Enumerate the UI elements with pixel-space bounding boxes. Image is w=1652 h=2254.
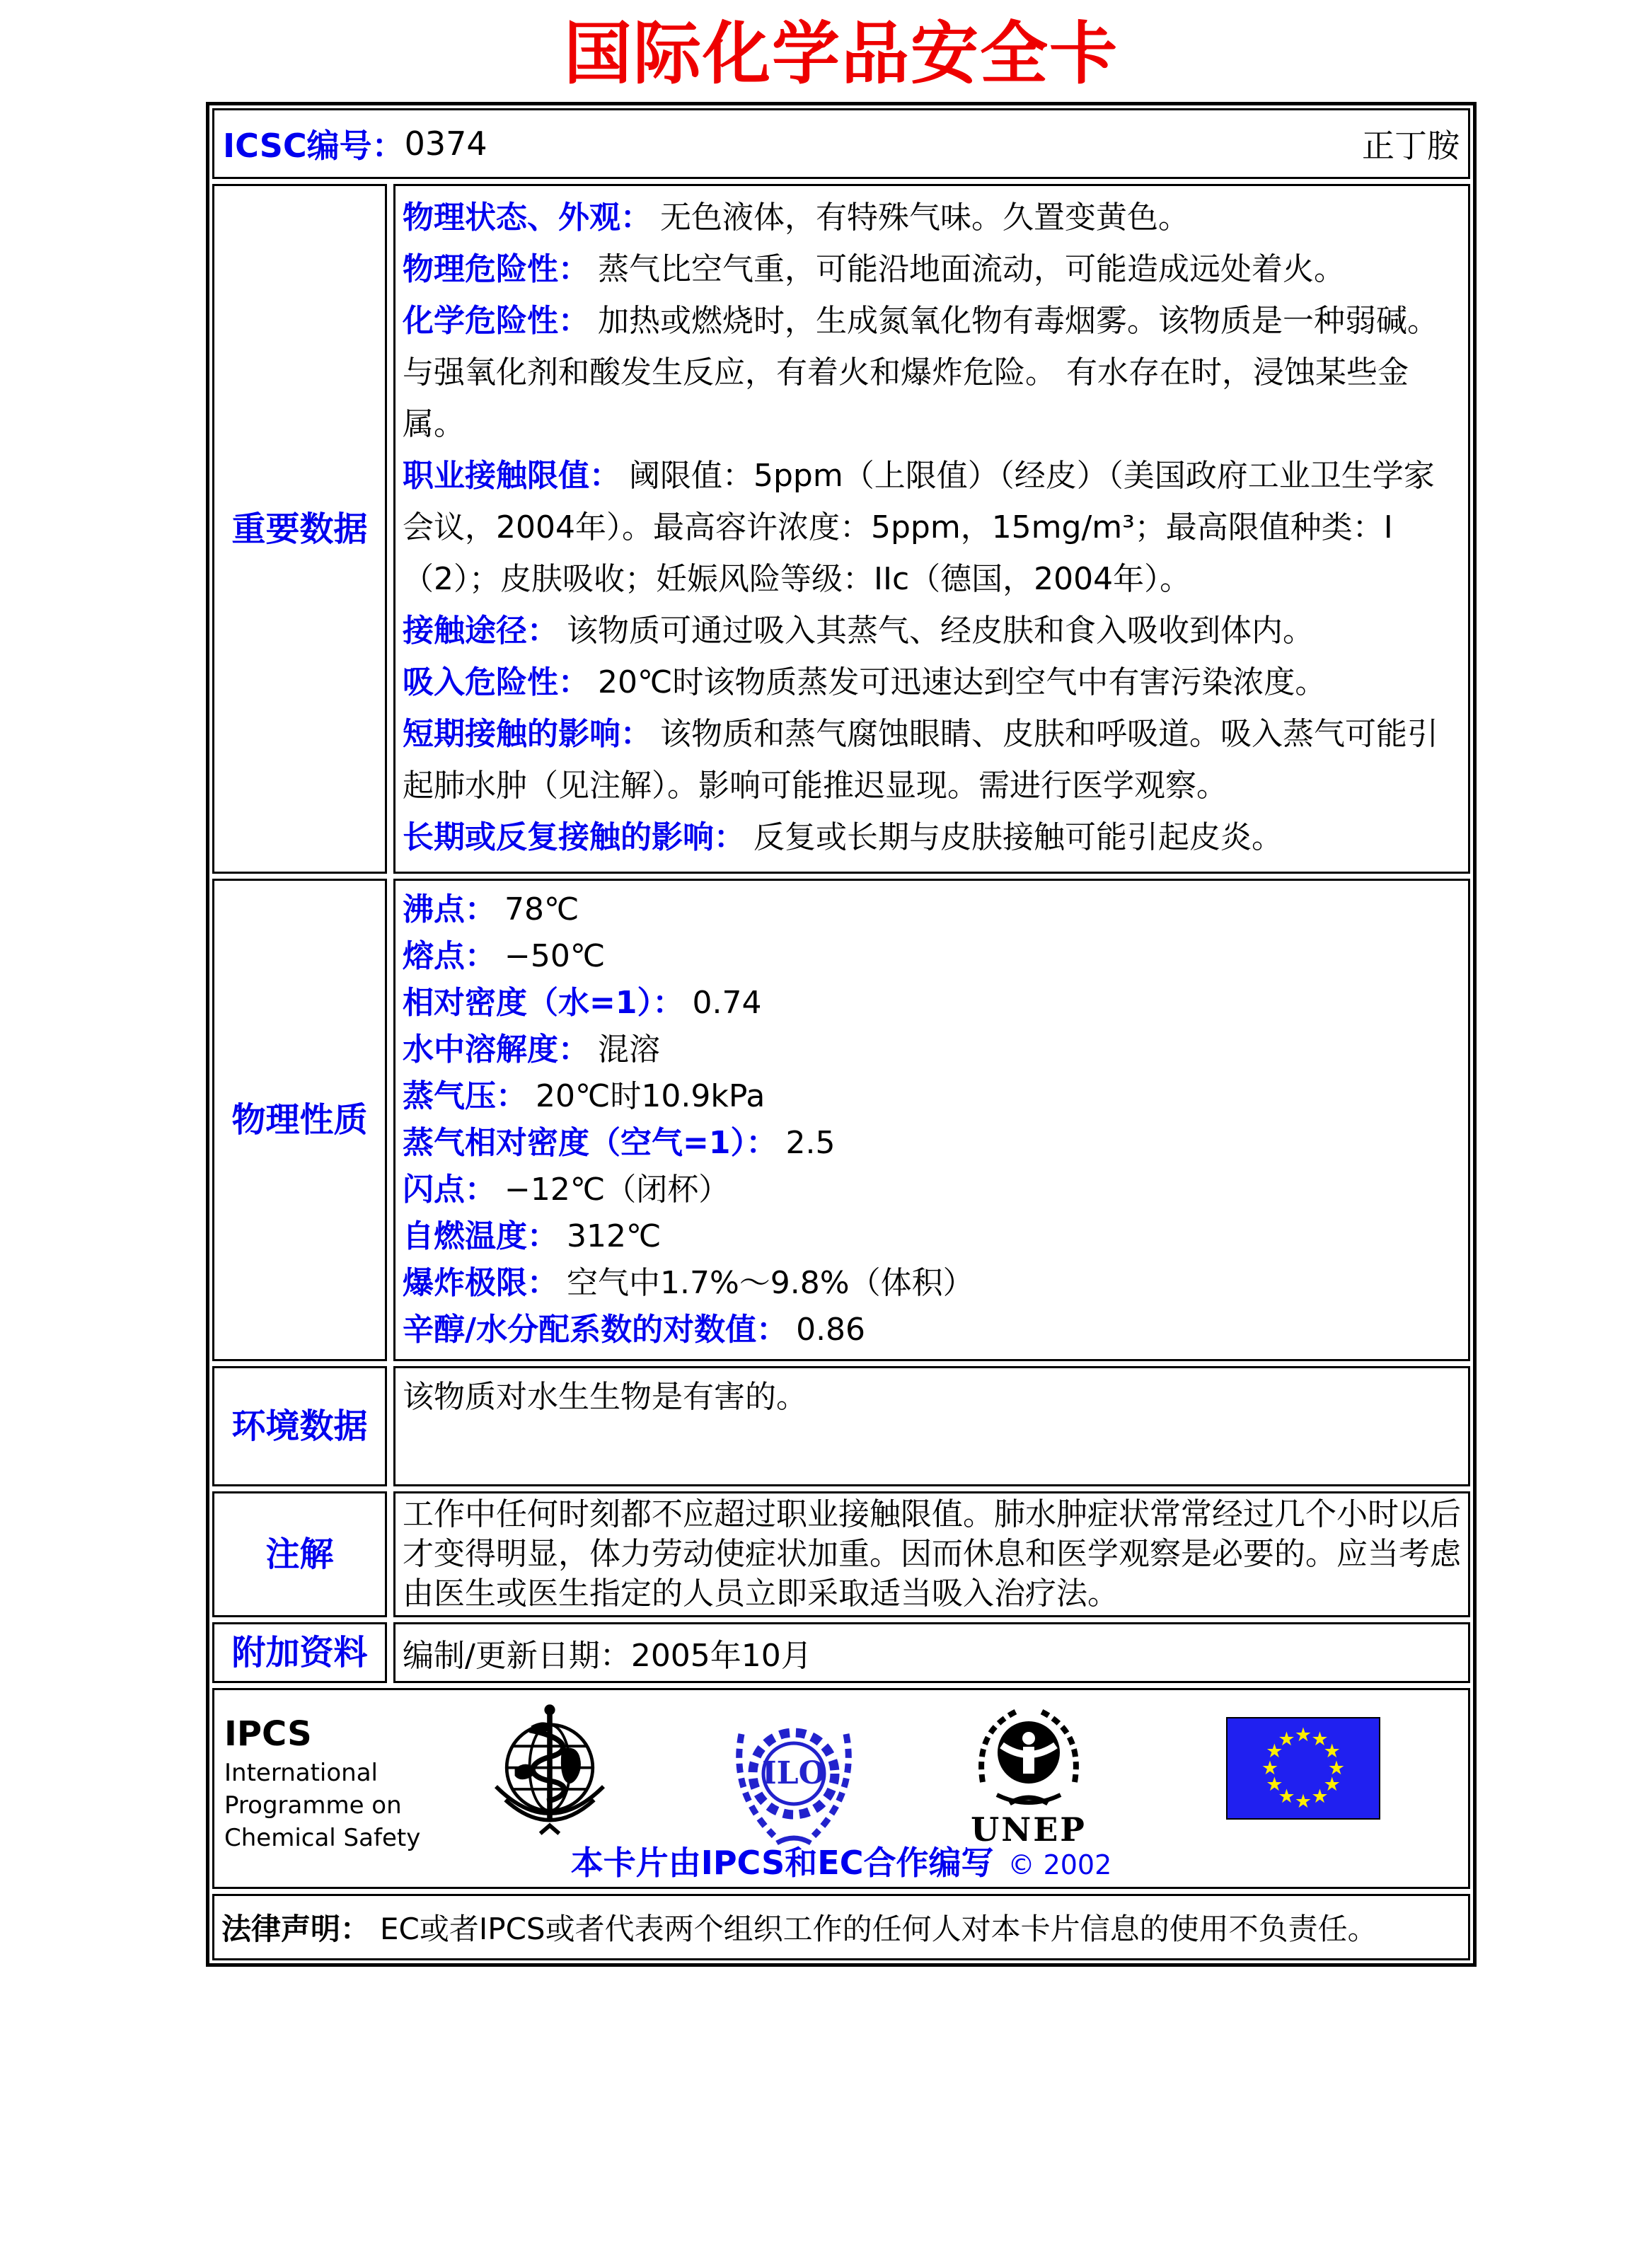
row-label-additional-info: 附加资料: [212, 1622, 387, 1683]
important-data-content: [393, 184, 1470, 874]
physical-property-item: 自燃温度： 312℃: [403, 1218, 662, 1254]
physical-property-item: 蒸气压： 20℃时10.9kPa: [403, 1078, 766, 1114]
who-logo: [483, 1701, 617, 1850]
eu-star-icon: ★: [1311, 1728, 1329, 1750]
eu-flag: [1226, 1717, 1380, 1820]
legal-text: EC或者IPCS或者代表两个组织工作的任何人对本卡片信息的使用不负责任。: [380, 1912, 1377, 1946]
row-label-important-data: 重要数据: [212, 184, 387, 874]
important-data-item: 物理状态、外观： 无色液体，有特殊气味。久置变黄色。: [403, 200, 1189, 236]
legal-cell: [212, 1894, 1470, 1960]
important-data-item: 物理危险性： 蒸气比空气重，可能沿地面流动，可能造成远处着火。: [403, 251, 1345, 287]
important-data-item: 短期接触的影响： 该物质和蒸气腐蚀眼睛、皮肤和呼吸道。吸入蒸气可能引起肺水肿（见注解）。影响可能推迟显现。需进行医学观察。: [403, 716, 1438, 804]
ilo-logo: [730, 1709, 857, 1850]
physical-properties-content: [393, 879, 1470, 1361]
additional-info-content: 编制/更新日期：2005年10月: [393, 1622, 1470, 1683]
ipcs-line: International: [224, 1759, 378, 1787]
eu-star-icon: ★: [1323, 1774, 1341, 1796]
notes-row: [212, 1491, 1470, 1617]
important-data-item: 化学危险性： 加热或燃烧时，生成氮氧化物有毒烟雾。该物质是一种弱碱。与强氧化剂和酸发生反应，有着火和爆炸危险。 有水存在时，浸蚀某些金属。: [403, 303, 1438, 442]
logos-cell: [212, 1688, 1470, 1889]
important-data-item: 接触途径： 该物质可通过吸入其蒸气、经皮肤和食入吸收到体内。: [403, 613, 1314, 649]
legal-label: 法律声明：: [221, 1912, 371, 1946]
logos-row: [212, 1688, 1470, 1889]
physical-property-item: 爆炸极限： 空气中1.7%～9.8%（体积）: [403, 1265, 974, 1301]
eu-star-icon: ★: [1278, 1728, 1295, 1750]
content-wrap: [206, 0, 1477, 1967]
ipcs-acronym: IPCS: [224, 1714, 312, 1754]
legal-row: [212, 1894, 1470, 1960]
notes-content: 工作中任何时刻都不应超过职业接触限值。肺水肿症状常常经过几个小时以后才变得明显，体力劳动使症状加重。因而休息和医学观察是必要的。应当考虑由医生或医生指定的人员立即采取适当吸入治疗法。: [393, 1491, 1470, 1617]
ilo-logo-text: ILO: [762, 1755, 826, 1791]
unep-logo: [969, 1699, 1089, 1849]
header-cell: [212, 108, 1470, 179]
logos-strip: [220, 1693, 1462, 1852]
eu-star-icon: ★: [1327, 1757, 1346, 1779]
ipcs-line: Chemical Safety: [224, 1824, 421, 1852]
physical-property-item: 熔点： −50℃: [403, 938, 606, 974]
eu-star-icon: ★: [1294, 1791, 1312, 1813]
icsc-table: [206, 102, 1477, 1967]
row-label-environmental-data: 环境数据: [212, 1366, 387, 1486]
icsc-number-label: ICSC编号：: [223, 127, 405, 165]
eu-star-icon: ★: [1278, 1786, 1295, 1808]
header-row: [212, 108, 1470, 179]
credit-year: © 2002: [1007, 1849, 1112, 1880]
environmental-data-content: 该物质对水生生物是有害的。: [393, 1366, 1470, 1486]
unep-logo-text: UNEP: [971, 1810, 1087, 1849]
chemical-name: 正丁胺: [1362, 127, 1460, 165]
physical-property-item: 辛醇/水分配系数的对数值： 0.86: [403, 1312, 866, 1348]
icsc-number-value: 0374: [404, 125, 487, 163]
page-title: 国际化学品安全卡: [564, 13, 1119, 93]
physical-property-item: 闪点： −12℃（闭杯）: [403, 1172, 730, 1208]
ipcs-line: Programme on: [224, 1791, 402, 1820]
physical-property-item: 相对密度（水=1）： 0.74: [403, 985, 762, 1021]
physical-properties-row: [212, 879, 1470, 1361]
important-data-item: 长期或反复接触的影响： 反复或长期与皮肤接触可能引起皮炎。: [403, 819, 1283, 855]
physical-property-item: 沸点： 78℃: [403, 891, 579, 927]
eu-star-icon: ★: [1294, 1724, 1312, 1746]
additional-info-row: [212, 1622, 1470, 1683]
physical-property-item: 蒸气相对密度（空气=1）： 2.5: [403, 1125, 836, 1161]
credit-text: 本卡片由IPCS和EC合作编写: [570, 1844, 994, 1882]
unep-emblem-graphic: [969, 1699, 1089, 1812]
important-data-item: 职业接触限值： 阈限值：5ppm（上限值）（经皮）（美国政府工业卫生学家会议，2004年）。最高容许浓度：5ppm，15mg/m³；最高限值种类：I（2）；皮肤吸收；妊娠风险等级：IIc（德国，2004年）。: [403, 458, 1435, 597]
eu-star-icon: ★: [1323, 1740, 1341, 1762]
physical-property-item: 水中溶解度： 混溶: [403, 1031, 660, 1068]
eu-star-icon: ★: [1311, 1786, 1329, 1808]
eu-star-icon: ★: [1261, 1757, 1279, 1779]
important-data-item: 吸入危险性： 20℃时该物质蒸发可迅速达到空气中有害污染浓度。: [403, 664, 1327, 700]
eu-star-icon: ★: [1266, 1740, 1283, 1762]
row-label-notes: 注解: [212, 1491, 387, 1617]
row-label-physical-properties: 物理性质: [212, 879, 387, 1361]
important-data-row: [212, 184, 1470, 874]
eu-star-icon: ★: [1266, 1774, 1283, 1796]
icsc-number-group: [223, 120, 487, 167]
ipcs-text-block: [224, 1714, 420, 1854]
environmental-data-row: [212, 1366, 1470, 1486]
